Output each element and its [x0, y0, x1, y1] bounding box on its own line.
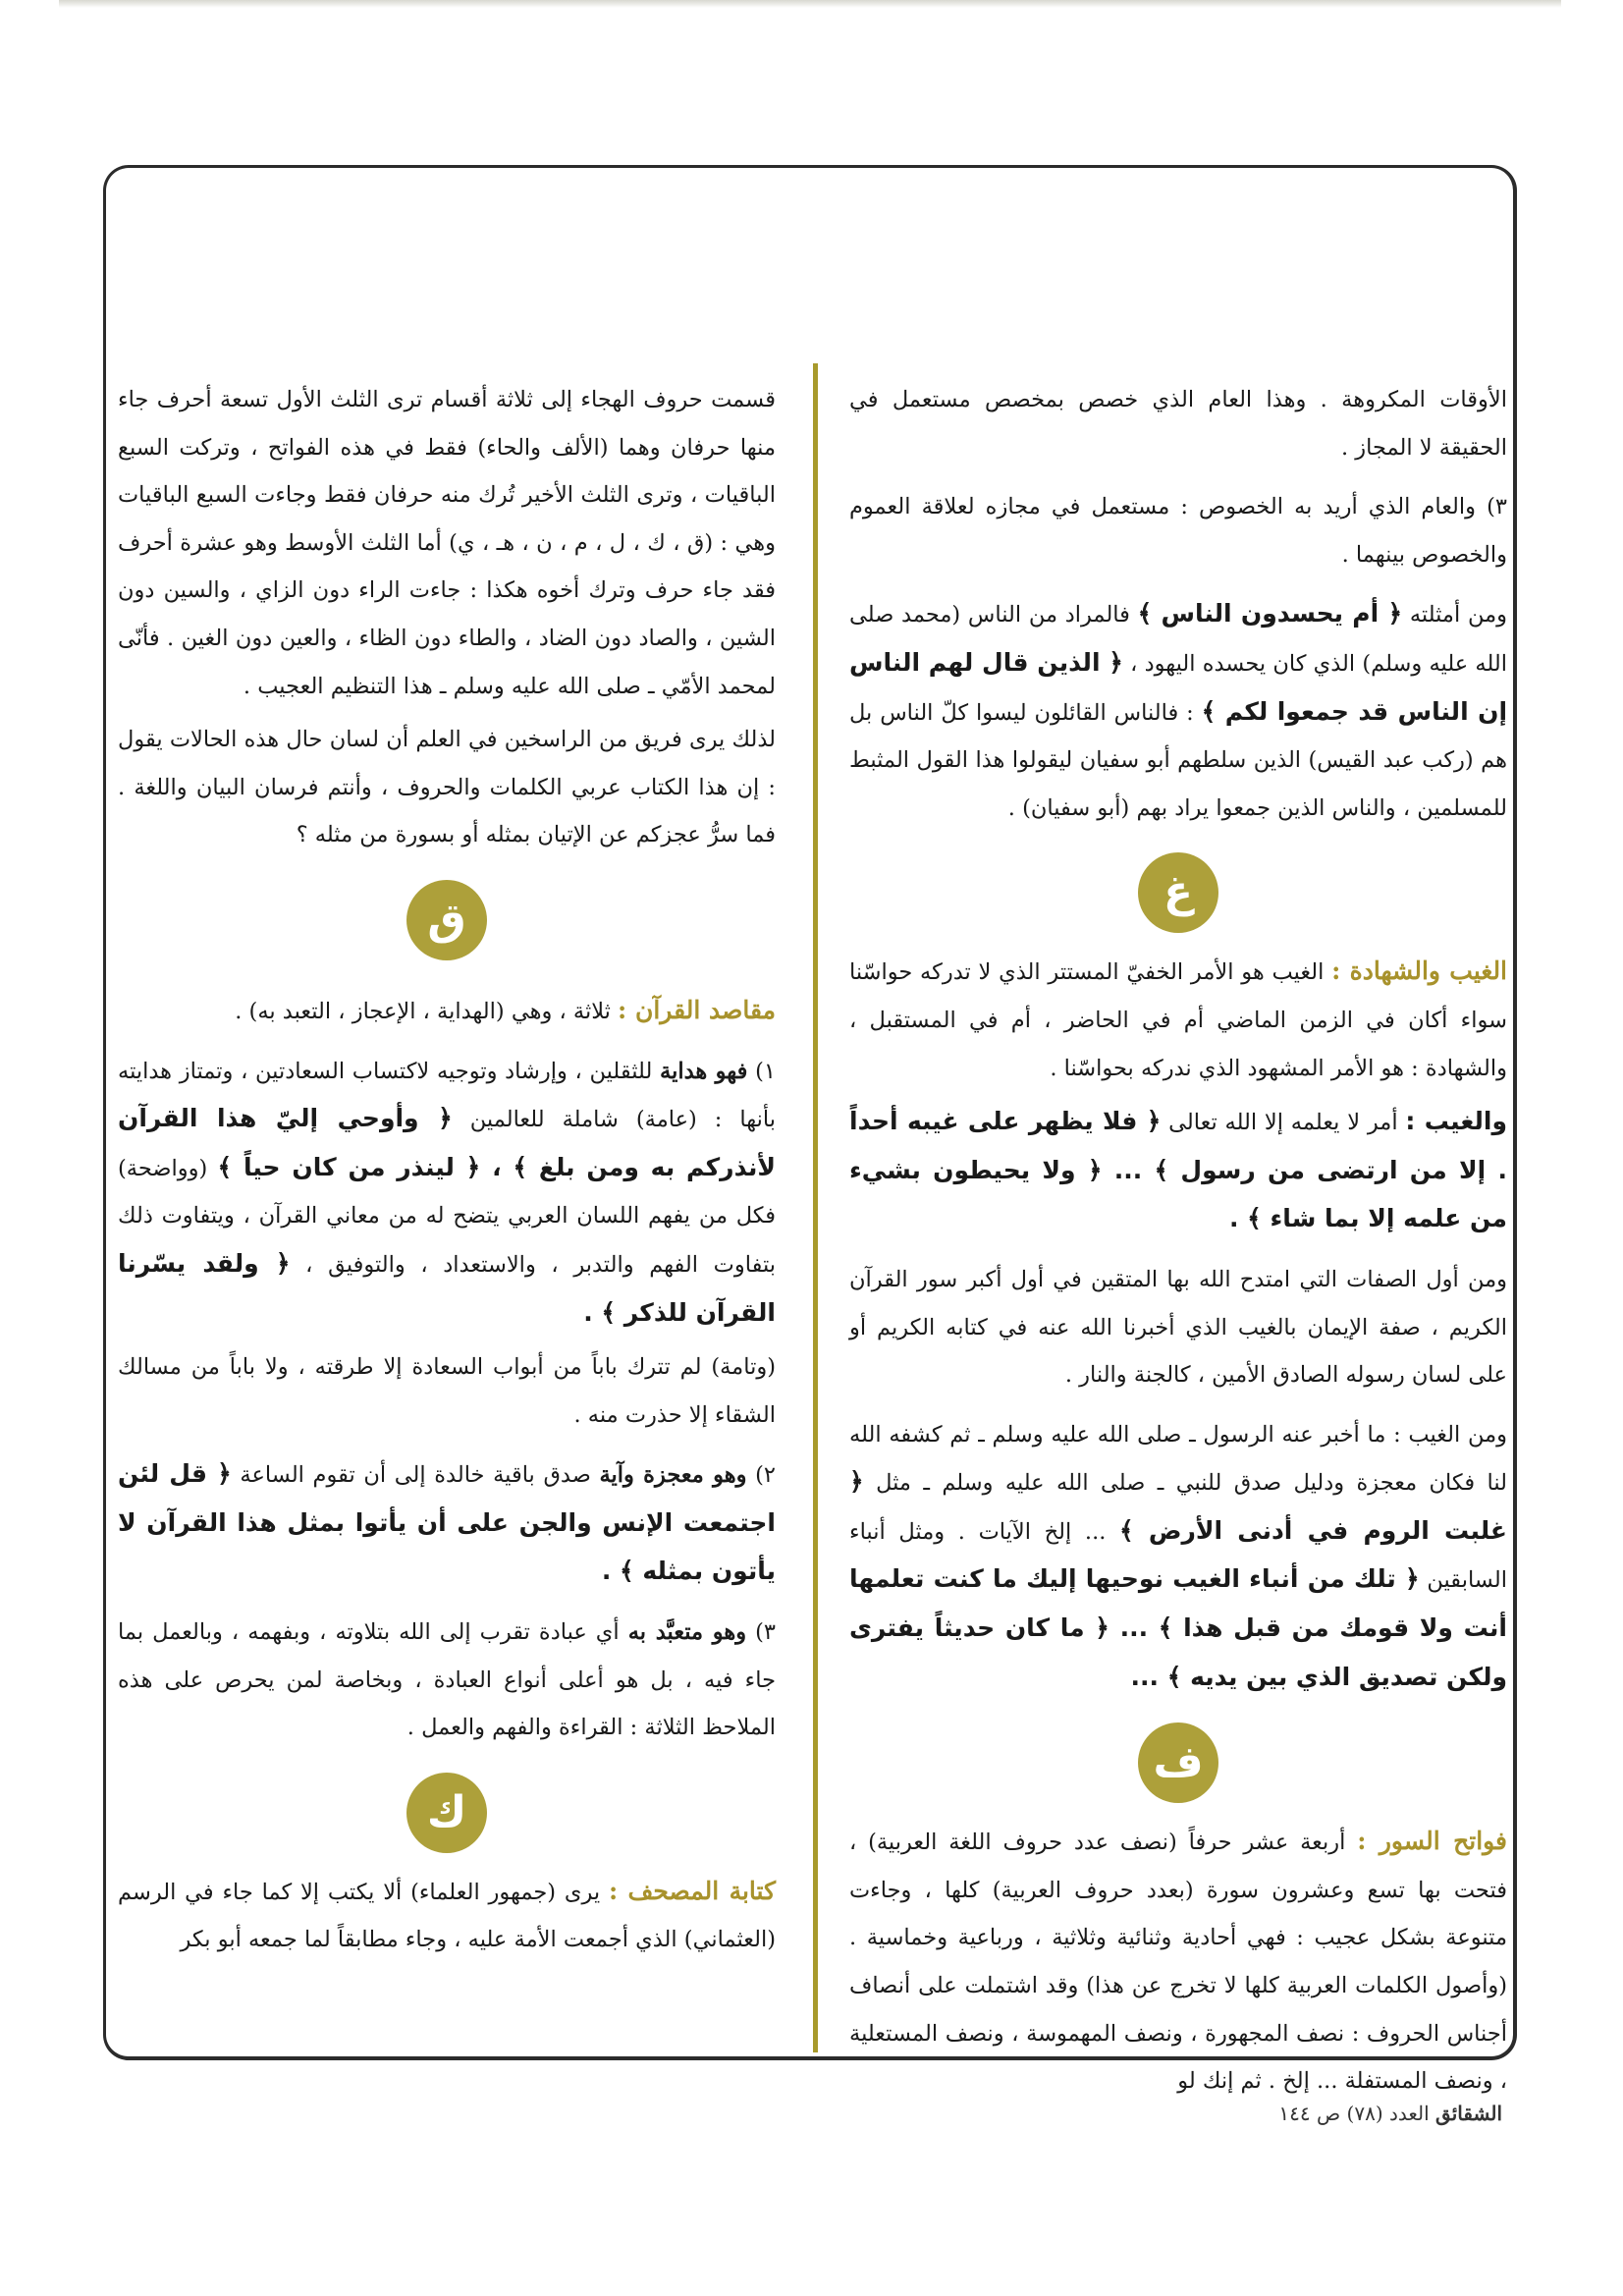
paragraph: الأوقات المكروهة . وهذا العام الذي خصص بمخصص مستعمل في الحقيقة لا المجاز .: [849, 387, 1507, 461]
text: فالمراد من الناس (محمد صلى الله عليه وسلم) الذي كان يحسده اليهود ،: [849, 602, 1508, 677]
magazine-name: الشقائق: [1435, 2102, 1502, 2125]
item-number: ١): [755, 1058, 777, 1084]
quran-verse: ﴿ قل لئن اجتمعت الإنس والجن على أن يأتوا بمثل هذا القرآن لا يأتون بمثله ﴾ .: [118, 1459, 776, 1586]
paragraph: [118, 1868, 776, 1964]
section-letter-badge: [118, 1758, 776, 1868]
item-number: ٢): [755, 1462, 776, 1489]
page-footer: [1237, 2102, 1502, 2125]
quran-verse: ﴿ وأوحي إليّ هذا القرآن لأنذركم به ومن بلغ ﴾ ، ﴿ لينذر من كان حياً ﴾: [118, 1104, 777, 1181]
page-top-edge: [59, 0, 1561, 8]
section-letter-badge: [849, 1708, 1507, 1818]
text: ثلاثة ، وهي (الهداية ، الإعجاز ، التعبد به) .: [235, 998, 611, 1024]
text: أي عبادة تقرب إلى الله بتلاوته ، وبفهمه ، وبالعمل بما جاء فيه ، بل هو أعلى أنواع العبادة ، وبخاصة لمن يحرص على هذه الملاحظ الثلاثة : القراءة والفهم والعمل .: [118, 1619, 776, 1741]
letter-ghain-icon: غ: [1138, 852, 1218, 933]
letter-kaf-icon: ك: [406, 1773, 487, 1853]
right-column: [849, 376, 1507, 2111]
section-letter-badge: [118, 865, 776, 975]
list-item: [118, 1048, 776, 1339]
text: يرى (جمهور العلماء) ألا يكتب إلا كما جاء في الرسم (العثماني) الذي أجمعت الأمة عليه ، وجاء مطابقاً لما جمعه أبو بكر: [118, 1879, 776, 1953]
section-term: كتابة المصحف :: [608, 1876, 776, 1905]
quran-verse: ﴿ الذين قال لهم الناس إن الناس قد جمعوا لكم ﴾: [849, 647, 1508, 726]
item-number: ٣): [755, 1619, 777, 1646]
section-term: مقاصد القرآن :: [618, 995, 776, 1024]
paragraph: [849, 1411, 1507, 1703]
quran-verse: ﴿ أم يحسدون الناس ﴾: [1137, 599, 1403, 629]
quran-verse: ﴿ غلبت الروم في أدنى الأرض ﴾: [849, 1467, 1507, 1545]
issue-page-label: العدد (٧٨) ص ١٤٤: [1278, 2102, 1430, 2125]
text: ... إلخ الآيات . ومثل أنباء السابقين: [849, 1518, 1507, 1594]
section-letter-badge: [849, 838, 1507, 948]
paragraph: [849, 1818, 1507, 2105]
text: أمر لا يعلمه إلا الله تعالى: [1168, 1110, 1398, 1136]
text: : فالناس القائلون ليسوا كلّ الناس بل هم (ركب عبد القيس) الذين سلطهم أبو سفيان ليقولوا هذا القول المثبط للمسلمين ، والناس الذين جمعوا يراد بهم (أبو سفيان) .: [849, 699, 1507, 821]
paragraph: [849, 948, 1507, 1092]
section-term: فواتح السور :: [1357, 1827, 1508, 1856]
quran-verse: ﴿ ولقد يسّرنا القرآن للذكر ﴾ .: [118, 1248, 776, 1327]
text: ومن أمثلته: [1409, 602, 1508, 629]
paragraph: لذلك يرى فريق من الراسخين في العلم أن لسان حال هذه الحالات يقول : إن هذا الكتاب عربي الكلمات والحروف ، وأنتم فرسان البيان واللغة . فما سرُّ عجزكم عن الإتيان بمثله أو بسورة من مثله ؟: [118, 727, 776, 848]
paragraph: (وتامة) لم تترك باباً من أبواب السعادة إلا طرقته ، ولا باباً من مسالك الشقاء إلا حذرت منه .: [118, 1354, 776, 1428]
left-column: [118, 376, 776, 1970]
text: للثقلين ، وإرشاد وتوجيه لاكتساب السعادتين ، وتمتاز هدايته بأنها : (عامة) شاملة للعالمين: [118, 1058, 776, 1133]
paragraph: [849, 590, 1507, 832]
bold-term: وهو معجزة وآية: [599, 1462, 747, 1489]
text: (وواضحة) فكل من يفهم اللسان العربي يتضح له من معاني القرآن ، ويتفاوت ذلك بتفاوت الفهم والتدبر ، والاستعداد ، والتوفيق ،: [118, 1155, 776, 1278]
paragraph: [118, 987, 776, 1036]
bold-term: والغيب :: [1405, 1107, 1507, 1136]
section-term: الغيب والشهادة :: [1331, 957, 1508, 986]
paragraph: قسمت حروف الهجاء إلى ثلاثة أقسام ترى الثلث الأول تسعة أحرف جاء منها حرفان وهما (الألف والحاء) فقط في هذه الفواتح ، وتركت السبع الباقيات ، وترى الثلث الأخير تُرك منه حرفان فقط وجاءت السبع الباقيات وهي : (ق ، ك ، ل ، م ، ن ، هـ ، ي) أما الثلث الأوسط وهو عشرة أحرف فقد جاء حرف وترك أخوه هكذا : جاءت الراء دون الزاي ، والسين دون الشين ، والصاد دون الضاد ، والطاء دون الظاء ، والعين دون الغين . فأنّى لمحمد الأمّي ـ صلى الله عليه وسلم ـ هذا التنظيم العجيب .: [118, 387, 776, 699]
quran-verse: ﴿ فلا يظهر على غيبه أحداً . إلا من ارتضى من رسول ﴾ ... ﴿ ولا يحيطون بشيء من علمه إلا بما شاء ﴾ .: [849, 1107, 1507, 1233]
column-divider: [813, 363, 818, 2052]
text: أربعة عشر حرفاً (نصف عدد حروف اللغة العربية) ، فتحت بها تسع وعشرون سورة (بعدد حروف العربية) كلها ، وجاءت متنوعة بشكل عجيب : فهي أحادية وثنائية وثلاثية ، ورباعية وخماسية . (وأصول الكلمات العربية كلها لا تخرج عن هذا) وقد اشتملت على أنصاف أجناس الحروف : نصف المجهورة ، ونصف المهموسة ، ونصف المستعلية ، ونصف المستفلة ... إلخ . ثم إنك لو: [849, 1830, 1507, 2095]
quran-verse: ﴿ تلك من أنباء الغيب نوحيها إليك ما كنت تعلمها أنت ولا قومك من قبل هذا ﴾ ... ﴿ ما كان حديثاً يفترى ولكن تصديق الذي بين يديه ﴾ ...: [849, 1564, 1507, 1691]
paragraph: ٣) والعام الذي أريد به الخصوص : مستعمل في مجازه لعلاقة العموم والخصوص بينهما .: [849, 494, 1507, 568]
paragraph: ومن أول الصفات التي امتدح الله بها المتقين في أول أكبر سور القرآن الكريم ، صفة الإيمان بالغيب الذي أخبرنا الله عنه في كتابه الكريم أو على لسان رسوله الصادق الأمين ، كالجنة والنار .: [849, 1266, 1507, 1389]
bold-term: وهو متعبَّد به: [627, 1619, 747, 1646]
letter-qaf-icon: ق: [406, 880, 487, 960]
list-item: [118, 1609, 776, 1752]
bold-term: فهو هداية: [660, 1058, 748, 1084]
text: صدق باقية خالدة إلى أن تقوم الساعة: [240, 1462, 591, 1489]
letter-feh-icon: ف: [1138, 1722, 1218, 1803]
text: الغيب هو الأمر الخفيّ المستتر الذي لا تدركه حواسّنا سواء أكان في الزمن الماضي أم في الحاضر ، أم في المستقبل ، والشهادة : هو الأمر المشهود الذي ندركه بحواسّنا .: [849, 959, 1507, 1081]
paragraph: [849, 1098, 1507, 1244]
text: ومن الغيب : ما أخبر عنه الرسول ـ صلى الله عليه وسلم ـ ثم كشفه الله لنا فكان معجزة ودليل صدق للنبي ـ صلى الله عليه وسلم ـ مثل: [849, 1421, 1507, 1497]
list-item: [118, 1450, 776, 1597]
